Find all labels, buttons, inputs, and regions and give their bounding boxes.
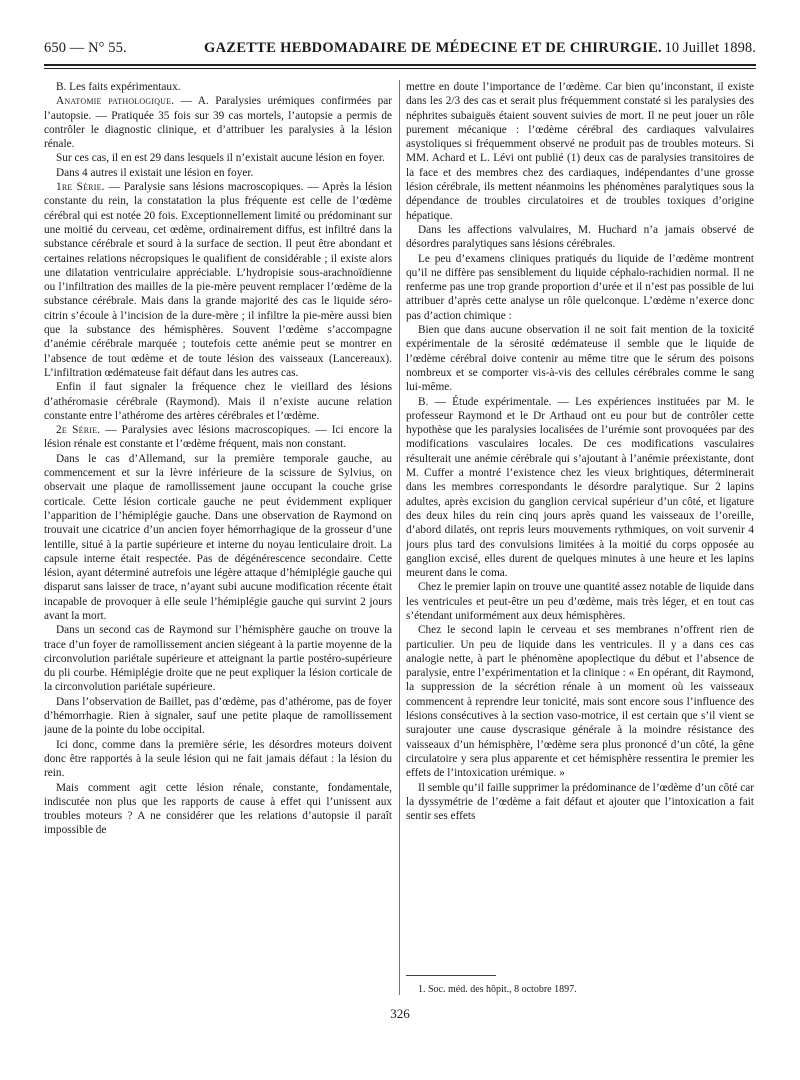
paragraph: Sur ces cas, il en est 29 dans lesquels il n’existait aucune lésion en foyer. xyxy=(56,152,385,165)
column-divider xyxy=(399,80,400,995)
folio-number: 326 xyxy=(390,1006,410,1021)
paragraph: Dans 4 autres il existait une lésion en foyer. xyxy=(56,166,254,179)
running-header xyxy=(44,40,756,62)
header-rule-thick xyxy=(44,64,756,66)
paragraph: 1re Série. — Paralysie sans lésions macroscopiques. — Après la lésion constante du rein, la constatation la plus fréquente est celle de l’œdème cérébral qui est notée 20 fois. Exceptionnellement limité ou prédominant sur une moitié du cerveau, cet œdème, ordinairement diffus, est infiltré dans la substance cérébrale et sourd à la surface de section. Il peut être abondant et certaines relations nécropsiques le qualifient de considérable ; il existe alors une dilatation ventriculaire appréciable. L’hydropisie sous-arachnoïdienne ou l’infiltration des mailles de la pie-mère peuvent remplacer l’œdème de la substance cérébrale. Mais dans la grande majorité des cas le liquide séro-citrin s’écoule à l’incision de la dure-mère ; il infiltre la pie-mère aussi bien que la substance des hémisphères. Souvent l’œdème s’accompagne d’anémie cérébrale marquée ; toutefois cette anémie peut se montrer en l’absence de tout œdème et de toute lésion des vaisseaux (Lancereaux). L’infiltration œdémateuse fait défaut dans les autres cas. xyxy=(44,181,392,379)
paragraph: Dans les affections valvulaires, M. Huchard n’a jamais observé de désordres paralytiques sans lésions cérébrales. xyxy=(406,223,754,251)
paragraph: Chez le premier lapin on trouve une quantité assez notable de liquide dans les ventricules et peut-être un peu d’œdème, mais très léger, et en tout cas s’étendant uniformément aux deux hémisphères. xyxy=(406,581,754,622)
page-issue-number: 650 — N° 55. xyxy=(44,40,127,56)
paragraph: 2e Série. — Paralysies avec lésions macroscopiques. — Ici encore la lésion rénale est constante et l’œdème fréquent, mais non constant. xyxy=(44,424,392,451)
right-column xyxy=(406,80,754,998)
paragraph: Chez le second lapin le cerveau et ses membranes n’offrent rien de particulier. Un peu de liquide dans les ventricules. Il y a dans ces cas analogie nette, à part le phénomène apoplectique du début et l’absence de paralysie, entre l’expérimentation et la clinique : « En opérant, dit Raymond, la suppression de la sécrétion rénale à un moment où les vaisseaux commencent à reprendre leur tonicité, mais sont encore sous l’influence des lésions consécutives à la section vaso-motrice, il est certain que s’il vient se surajouter une cause dyscrasique générale à la moindre résistance des vaisseaux d’un hémisphère, l’œdème sera plus prononcé d’un côté, la gêne circulatoire y sera plus apparente et cet hémisphère ressentira le premier les effets de l’intoxication urémique. » xyxy=(406,624,754,780)
footnote: 1. Soc. méd. des hôpit., 8 octobre 1897. xyxy=(418,984,577,995)
paragraph: Dans le cas d’Allemand, sur la première temporale gauche, au commencement et sur la lèvre inférieure de la scissure de Sylvius, on observait une plaque de ramollissement jaune occupant la couche grise corticale. Cette lésion corticale gauche ne peut évidemment expliquer l’apparition de l’hémiplégie gauche. Dans une observation de Raymond on trouvait une cicatrice d’un ancien foyer hémorrhagique de la grosseur d’une lentille, situé à la partie supérieure et interne du noyau lenticulaire droit. La capsule interne était respectée. Pas de dégénérescence secondaire. Cette lésion, ayant déterminé autrefois une légère attaque d’hémiplégie gauche qui disparut sans laisser de trace, n’ayant subi aucune modification récente était incapable de provoquer à elle seule l’hémiplégie gauche qui survint 2 jours avant la mort. xyxy=(44,452,392,622)
paragraph: Bien que dans aucune observation il ne soit fait mention de la toxicité expérimentale de la sérosité œdémateuse il semble que le liquide de l’œdème cérébral doive contenir au même titre que le sérum des poisons nombreux et se comporter vis-à-vis des cellules cérébrales comme le sang lui-même. xyxy=(406,324,754,394)
paragraph: B. — Étude expérimentale. — Les expériences instituées par M. le professeur Raymond et le Dr Arthaud ont eu pour but de contrôler cette hypothèse que les paralysies localisées de l’urémie sont provoquées par des modifications vasculaires locales. De ces modifications vasculaires résulterait une anémie cérébrale qui s’ajoutant à l’anémie préexistante, dont M. Cuffer a montré l’existence chez les vieux brightiques, déterminerait dans les membres correspondants le désordre paralytique. Sur 2 lapins adultes, après excision du ganglion cervical supérieur d’un côté, et ligature des deux hiles du rein cinq jours après quand les vaisseaux de l’oreille, d’abord dilatés, ont repris leurs mouvements rythmiques, on voit survenir 4 jours plus tard des convulsions limitées à la moitié du corps opposée au ganglion excisé, elles durent de quelques minutes à une heure et les lapins meurent dans le coma. xyxy=(406,395,754,580)
paragraph: Mais comment agit cette lésion rénale, constante, fondamentale, indiscutée non plus que les rapports de cause à effet qui l’unissent aux troubles moteurs ? A ne considérer que les relations d’autopsie il paraît impossible de xyxy=(44,781,392,837)
paragraph: Dans un second cas de Raymond sur l’hémisphère gauche on trouve la trace d’un foyer de ramollissement ancien siégeant à la partie moyenne de la circonvolution pariétale supérieure et atteignant la partie postéro-supérieure du pli courbe. Hémiplégie droite que ne peut expliquer la lésion corticale de la circonvolution pariétale supérieure. xyxy=(44,624,392,694)
left-column xyxy=(44,80,392,998)
header-rule-thin xyxy=(44,68,756,69)
paragraph: Le peu d’examens cliniques pratiqués du liquide de l’œdème montrent qu’il ne diffère pas sensiblement du liquide céphalo-rachidien normal. Il ne renferme pas une trop grande proportion d’urée et il n’est pas possible de lui attribuer d’après cette analyse un rôle quelconque. L’œdème n’exerce donc pas d’action chimique : xyxy=(406,252,754,322)
subsection-label: Anatomie pathologique. xyxy=(56,95,175,108)
footnote-rule xyxy=(406,975,496,976)
paragraph: Dans l’observation de Baillet, pas d’œdème, pas d’athérome, pas de foyer d’hémorrhagie. Rien à signaler, sauf une petite plaque de ramollissement jaune de la pointe du lobe occipital. xyxy=(44,695,392,737)
journal-title: GAZETTE HEBDOMADAIRE DE MÉDECINE ET DE CHIRURGIE. xyxy=(204,40,662,56)
series-label: 1re Série. xyxy=(56,181,105,194)
paragraph: mettre en doute l’importance de l’œdème. Car bien qu’inconstant, il existe dans les 2/3 des cas et serait plus fréquemment constaté si les paralysies des néphrites subaiguës étaient souvent suivies de mort. Il ne peut jouer un rôle purement mécanique : l’œdème cérébral des cardiaques valvulaires asystoliques si fréquemment observé ne produit pas de troubles moteurs. Si MM. Achard et L. Lévi ont publié (1) deux cas de paralysies transitoires de la face et des membres chez des cardiaques, indépendantes d’une grosse lésion cérébrale, ils mettent néanmoins les phénomènes paralytiques sous la dépendance de troubles circulatoires et de troubles toxiques d’origine hépatique. xyxy=(406,81,754,222)
paragraph: Ici donc, comme dans la première série, les désordres moteurs doivent donc être rapportés à la seule lésion qui ne fait jamais défaut : la lésion du rein. xyxy=(44,738,392,780)
paragraph: Il semble qu’il faille supprimer la prédominance de l’œdème d’un côté car la dyssymétrie de l’œdème a fait défaut et ajouter que l’intoxication a fait sentir ses effets xyxy=(406,781,754,823)
paragraph: Anatomie pathologique. — A. Paralysies urémiques confirmées par l’autopsie. — Pratiquée 35 fois sur 39 cas mortels, l’autopsie a permis de contrôler le diagnostic clinique, et d’attribuer les paralysies à la lésion rénale. xyxy=(44,95,392,151)
issue-date: 10 Juillet 1898. xyxy=(664,40,756,56)
section-heading: B. Les faits expérimentaux. xyxy=(56,81,181,93)
series-label: 2e Série. xyxy=(56,424,101,437)
paragraph: Enfin il faut signaler la fréquence chez le vieillard des lésions d’athéromasie cérébrale (Raymond). Mais il n’existe aucune relation constante entre l’athérome des artères cérébrales et l’œdème. xyxy=(44,381,392,422)
